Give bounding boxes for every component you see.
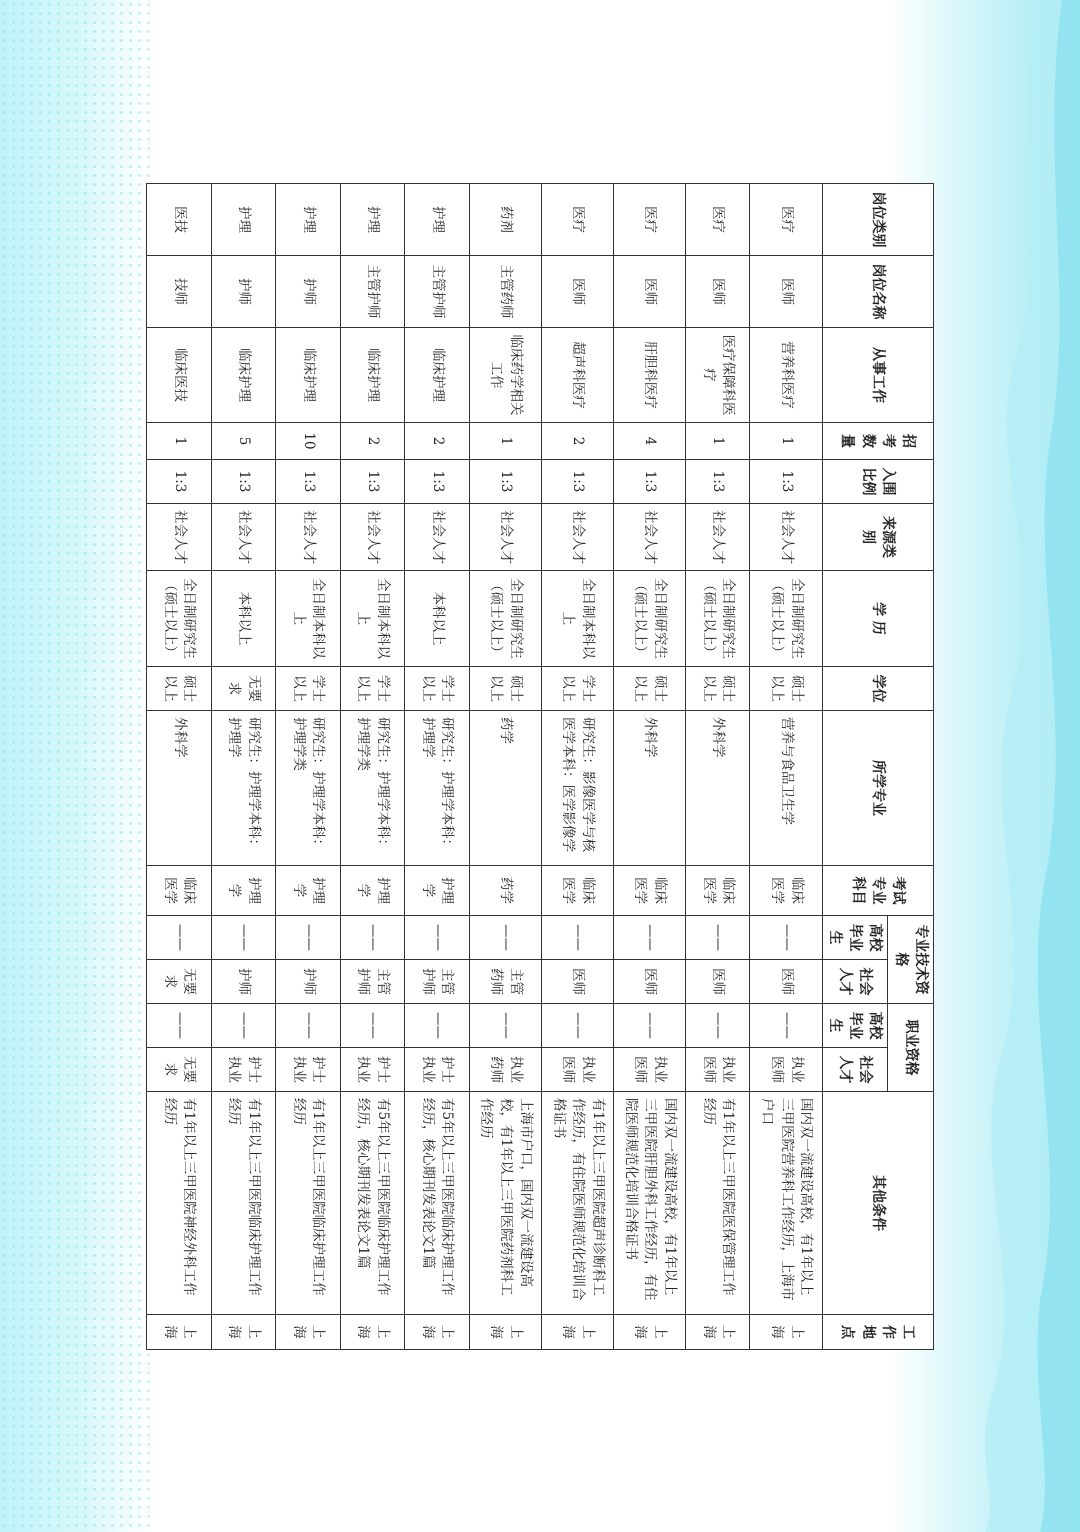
- header-tech-social: 社会人才: [822, 960, 888, 1004]
- cell-tech-grad: ——: [541, 916, 613, 960]
- cell-tech-grad: ——: [276, 916, 341, 960]
- cell-position: 技师: [147, 256, 212, 328]
- cell-ratio: 1:3: [613, 460, 685, 504]
- cell-prof-grad: ——: [685, 1004, 750, 1048]
- cell-other: 有5年以上三甲医院临床护理工作经历，核心期刊发表论文1篇: [340, 1092, 405, 1315]
- cell-major: 药学: [469, 711, 541, 866]
- cell-prof-grad: ——: [750, 1004, 822, 1048]
- cell-count: 1: [469, 423, 541, 460]
- cell-work: 临床医技: [147, 328, 212, 423]
- cell-other: 国内双一流建设高校，有1年以上三甲医院营养科工作经历，上海市户口: [750, 1092, 822, 1315]
- cell-tech-social: 医师: [613, 960, 685, 1004]
- cell-ratio: 1:3: [750, 460, 822, 504]
- cell-work: 医疗保障科医疗: [685, 328, 750, 423]
- cell-prof-social: 执业医师: [750, 1048, 822, 1092]
- cell-count: 1: [147, 423, 212, 460]
- cell-major: 外科学: [685, 711, 750, 866]
- table-row: [147, 184, 212, 1350]
- header-count: 招考数量: [822, 423, 933, 460]
- cell-tech-social: 医师: [541, 960, 613, 1004]
- table-body: [147, 184, 823, 1350]
- cell-count: 10: [276, 423, 341, 460]
- table-row: [469, 184, 541, 1350]
- cell-prof-social: 执业医师: [541, 1048, 613, 1092]
- cell-position: 护师: [211, 256, 276, 328]
- cell-ratio: 1:3: [276, 460, 341, 504]
- cell-category: 医疗: [541, 184, 613, 256]
- header-tech-grad: 高校毕业生: [822, 916, 888, 960]
- cell-tech-grad: ——: [469, 916, 541, 960]
- cell-degree: 硕士以上: [750, 667, 822, 711]
- cell-position: 医师: [613, 256, 685, 328]
- table-row: [750, 184, 822, 1350]
- cell-category: 护理: [276, 184, 341, 256]
- cell-other: 上海市户口，国内双一流建设高校，有1年以上三甲医院药剂科工作经历: [469, 1092, 541, 1315]
- header-exam: 考试专业科目: [822, 866, 933, 916]
- table-row: [405, 184, 470, 1350]
- cell-position: 医师: [541, 256, 613, 328]
- cell-tech-grad: ——: [340, 916, 405, 960]
- cell-location: 上海: [541, 1315, 613, 1350]
- cell-category: 医疗: [613, 184, 685, 256]
- cell-education: 本科以上: [405, 571, 470, 667]
- cell-ratio: 1:3: [211, 460, 276, 504]
- cell-prof-grad: ——: [340, 1004, 405, 1048]
- cell-other: 有1年以上三甲医院超声诊断科工作经历，有住院医师规范化培训合格证书: [541, 1092, 613, 1315]
- cell-tech-grad: ——: [685, 916, 750, 960]
- cell-location: 上海: [405, 1315, 470, 1350]
- cell-education: 全日制本科以上: [340, 571, 405, 667]
- cell-category: 护理: [405, 184, 470, 256]
- cell-location: 上海: [469, 1315, 541, 1350]
- table-row: [340, 184, 405, 1350]
- cell-tech-social: 主管药师: [469, 960, 541, 1004]
- cell-prof-social: 执业药师: [469, 1048, 541, 1092]
- cell-work: 临床护理: [405, 328, 470, 423]
- cell-exam: 临床医学: [541, 866, 613, 916]
- cell-source: 社会人才: [469, 504, 541, 571]
- header-ratio: 入围比例: [822, 460, 933, 504]
- cell-major: 研究生：护理学本科：护理学: [405, 711, 470, 866]
- cell-count: 2: [405, 423, 470, 460]
- cell-count: 1: [685, 423, 750, 460]
- cell-education: 全日制研究生（硕士以上）: [685, 571, 750, 667]
- cell-degree: 硕士以上: [613, 667, 685, 711]
- cell-category: 药剂: [469, 184, 541, 256]
- cell-degree: 学士以上: [276, 667, 341, 711]
- cell-other: 有1年以上三甲医院医保管理工作经历: [685, 1092, 750, 1315]
- cell-degree: 学士以上: [405, 667, 470, 711]
- cell-tech-social: 无要求: [147, 960, 212, 1004]
- table-row: [541, 184, 613, 1350]
- cell-count: 2: [541, 423, 613, 460]
- table-row: [685, 184, 750, 1350]
- cell-degree: 学士以上: [340, 667, 405, 711]
- cell-education: 全日制研究生（硕士以上）: [750, 571, 822, 667]
- table-row: [211, 184, 276, 1350]
- cell-position: 主管药师: [469, 256, 541, 328]
- cell-major: 外科学: [147, 711, 212, 866]
- cell-work: 临床护理: [340, 328, 405, 423]
- cell-education: 全日制本科以上: [276, 571, 341, 667]
- cell-source: 社会人才: [276, 504, 341, 571]
- cell-tech-social: 医师: [685, 960, 750, 1004]
- background-dot-pattern: [0, 0, 150, 1532]
- cell-prof-social: 执业医师: [685, 1048, 750, 1092]
- cell-category: 护理: [211, 184, 276, 256]
- table-row: [276, 184, 341, 1350]
- cell-location: 上海: [750, 1315, 822, 1350]
- header-prof-qual: 职业资格: [888, 1004, 934, 1092]
- cell-source: 社会人才: [211, 504, 276, 571]
- cell-tech-grad: ——: [750, 916, 822, 960]
- cell-work: 临床药学相关工作: [469, 328, 541, 423]
- cell-prof-grad: ——: [405, 1004, 470, 1048]
- cell-exam: 护理学: [276, 866, 341, 916]
- cell-prof-social: 护士执业: [340, 1048, 405, 1092]
- cell-other: 有5年以上三甲医院临床护理工作经历，核心期刊发表论文1篇: [405, 1092, 470, 1315]
- cell-source: 社会人才: [340, 504, 405, 571]
- cell-prof-social: 执业医师: [613, 1048, 685, 1092]
- cell-position: 主管护师: [340, 256, 405, 328]
- cell-category: 医疗: [750, 184, 822, 256]
- cell-work: 营养科医疗: [750, 328, 822, 423]
- cell-degree: 硕士以上: [685, 667, 750, 711]
- cell-count: 4: [613, 423, 685, 460]
- cell-location: 上海: [211, 1315, 276, 1350]
- cell-education: 全日制研究生（硕士以上）: [147, 571, 212, 667]
- cell-other: 国内双一流建设高校，有1年以上三甲医院肝胆外科工作经历，有住院医师规范化培训合格证书: [613, 1092, 685, 1315]
- cell-count: 2: [340, 423, 405, 460]
- cell-position: 医师: [750, 256, 822, 328]
- cell-position: 主管护师: [405, 256, 470, 328]
- cell-source: 社会人才: [685, 504, 750, 571]
- cell-other: 有1年以上三甲医院临床护理工作经历: [211, 1092, 276, 1315]
- cell-count: 5: [211, 423, 276, 460]
- cell-prof-grad: ——: [613, 1004, 685, 1048]
- table-row: [613, 184, 685, 1350]
- cell-location: 上海: [147, 1315, 212, 1350]
- cell-tech-social: 医师: [750, 960, 822, 1004]
- cell-work: 临床护理: [276, 328, 341, 423]
- cell-count: 1: [750, 423, 822, 460]
- cell-category: 医技: [147, 184, 212, 256]
- cell-work: 超声科医疗: [541, 328, 613, 423]
- cell-tech-grad: ——: [405, 916, 470, 960]
- header-category: 岗位类别: [822, 184, 933, 256]
- cell-education: 全日制研究生（硕士以上）: [613, 571, 685, 667]
- header-degree: 学位: [822, 667, 933, 711]
- cell-location: 上海: [276, 1315, 341, 1350]
- cell-major: 营养与食品卫生学: [750, 711, 822, 866]
- cell-ratio: 1:3: [469, 460, 541, 504]
- cell-exam: 护理学: [211, 866, 276, 916]
- cell-education: 全日制本科以上: [541, 571, 613, 667]
- cell-exam: 临床医学: [613, 866, 685, 916]
- cell-source: 社会人才: [147, 504, 212, 571]
- header-prof-grad: 高校毕业生: [822, 1004, 888, 1048]
- cell-category: 医疗: [685, 184, 750, 256]
- cell-major: 研究生：护理学本科：护理学: [211, 711, 276, 866]
- cell-prof-social: 护士执业: [276, 1048, 341, 1092]
- cell-degree: 学士以上: [541, 667, 613, 711]
- cell-degree: 硕士以上: [469, 667, 541, 711]
- cell-tech-social: 主管护师: [340, 960, 405, 1004]
- cell-education: 全日制研究生（硕士以上）: [469, 571, 541, 667]
- header-location: 工作地点: [822, 1315, 933, 1350]
- cell-exam: 临床医学: [147, 866, 212, 916]
- cell-major: 研究生：护理学本科：护理学类: [276, 711, 341, 866]
- cell-source: 社会人才: [405, 504, 470, 571]
- cell-major: 研究生：影像医学与核医学本科：医学影像学: [541, 711, 613, 866]
- cell-location: 上海: [685, 1315, 750, 1350]
- cell-prof-grad: ——: [147, 1004, 212, 1048]
- cell-tech-grad: ——: [211, 916, 276, 960]
- cell-source: 社会人才: [750, 504, 822, 571]
- cell-tech-grad: ——: [147, 916, 212, 960]
- cell-exam: 临床医学: [685, 866, 750, 916]
- cell-work: 肝胆科医疗: [613, 328, 685, 423]
- cell-degree: 硕士以上: [147, 667, 212, 711]
- header-major: 所学专业: [822, 711, 933, 866]
- cell-prof-grad: ——: [469, 1004, 541, 1048]
- cell-prof-grad: ——: [276, 1004, 341, 1048]
- cell-exam: 药学: [469, 866, 541, 916]
- cell-ratio: 1:3: [340, 460, 405, 504]
- cell-tech-grad: ——: [613, 916, 685, 960]
- header-prof-social: 社会人才: [822, 1048, 888, 1092]
- cell-position: 医师: [685, 256, 750, 328]
- cell-major: 外科学: [613, 711, 685, 866]
- cell-ratio: 1:3: [147, 460, 212, 504]
- cell-tech-social: 护师: [211, 960, 276, 1004]
- cell-prof-grad: ——: [211, 1004, 276, 1048]
- recruitment-table: [146, 183, 934, 1350]
- cell-degree: 无要求: [211, 667, 276, 711]
- cell-source: 社会人才: [613, 504, 685, 571]
- recruitment-table-document: [146, 183, 934, 1349]
- cell-other: 有1年以上三甲医院神经外科工作经历: [147, 1092, 212, 1315]
- cell-position: 护师: [276, 256, 341, 328]
- cell-prof-social: 无要求: [147, 1048, 212, 1092]
- cell-ratio: 1:3: [685, 460, 750, 504]
- cell-source: 社会人才: [541, 504, 613, 571]
- header-work: 从事工作: [822, 328, 933, 423]
- cell-tech-social: 护师: [276, 960, 341, 1004]
- cell-other: 有1年以上三甲医院临床护理工作经历: [276, 1092, 341, 1315]
- cell-exam: 临床医学: [750, 866, 822, 916]
- cell-category: 护理: [340, 184, 405, 256]
- cell-location: 上海: [613, 1315, 685, 1350]
- header-education: 学 历: [822, 571, 933, 667]
- cell-location: 上海: [340, 1315, 405, 1350]
- header-source: 来源类别: [822, 504, 933, 571]
- cell-exam: 护理学: [340, 866, 405, 916]
- header-tech-qual: 专业技术资格: [888, 916, 934, 1004]
- header-position: 岗位名称: [822, 256, 933, 328]
- cell-prof-grad: ——: [541, 1004, 613, 1048]
- cell-education: 本科以上: [211, 571, 276, 667]
- cell-exam: 护理学: [405, 866, 470, 916]
- header-other: 其他条件: [822, 1092, 933, 1315]
- table-header: [822, 184, 933, 1350]
- cell-prof-social: 护士执业: [211, 1048, 276, 1092]
- cell-work: 临床护理: [211, 328, 276, 423]
- cell-ratio: 1:3: [405, 460, 470, 504]
- cell-tech-social: 主管护师: [405, 960, 470, 1004]
- cell-prof-social: 护士执业: [405, 1048, 470, 1092]
- cell-ratio: 1:3: [541, 460, 613, 504]
- cell-major: 研究生：护理学本科：护理学类: [340, 711, 405, 866]
